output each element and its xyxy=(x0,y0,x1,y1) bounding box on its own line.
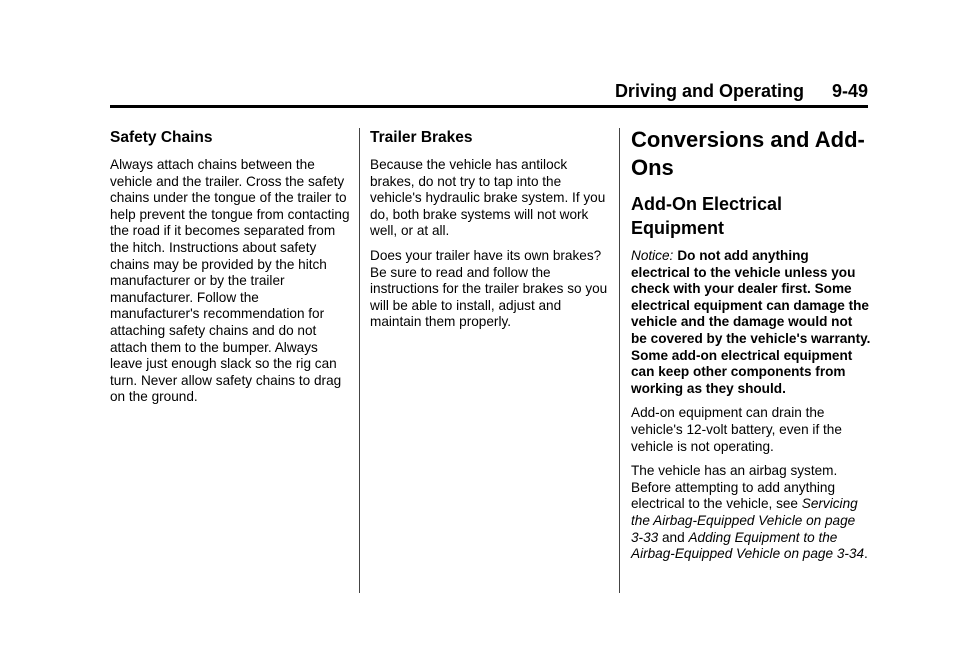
trailer-brakes-paragraph-1: Because the vehicle has antilock brakes, do not try to tap into the vehicle's hydraulic brake system. If you do, both brake systems will not work well, or at all. xyxy=(370,157,606,239)
column-divider xyxy=(619,128,620,593)
column-safety-chains xyxy=(110,128,350,414)
header-rule xyxy=(110,105,868,108)
notice-text: Do not add anything electrical to the vehicle unless you check with your dealer first. Some electrical equipment can damage the vehicle and the damage would not be covered by the vehicle's warranty. Some add-on electrical equipment can keep other components from working as they should. xyxy=(631,248,871,396)
electrical-paragraph-2 xyxy=(631,463,871,563)
column-trailer-brakes xyxy=(370,128,610,339)
notice-label: Notice: xyxy=(631,248,674,263)
section-heading-safety-chains: Safety Chains xyxy=(110,129,213,146)
cross-reference-link[interactable]: Servicing the Airbag-Equipped Vehicle on page 3-33 xyxy=(631,496,858,545)
page-header xyxy=(110,78,868,106)
electrical-paragraph-1: Add-on equipment can drain the vehicle's 12-volt battery, even if the vehicle is not operating. xyxy=(631,405,842,454)
header-text xyxy=(615,81,868,102)
major-heading-conversions: Conversions and Add-Ons xyxy=(631,127,865,180)
trailer-brakes-paragraph-2: Does your trailer have its own brakes? Be sure to read and follow the instructions for the trailer brakes so you will be able to install, adjust and maintain them properly. xyxy=(370,247,608,330)
safety-chains-paragraph: Always attach chains between the vehicle and the trailer. Cross the safety chains under the tongue of the trailer to help prevent the tongue from contacting the road if it becomes separated from the hitch. Instructions about safety chains may be provided by the hitch manufacturer or by the trailer manufacturer. Follow the manufacturer's recommendation for attaching safety chains and do not attach them to the bumper. Always leave just enough slack so the rig can turn. Never allow safety chains to drag on the ground. xyxy=(110,157,350,405)
period: . xyxy=(864,546,868,562)
notice-paragraph xyxy=(631,248,871,397)
cross-reference-link[interactable]: Adding Equipment to the Airbag-Equipped Vehicle on page 3-34 xyxy=(631,529,865,562)
sub-heading-electrical-equipment: Add-On Electrical Equipment xyxy=(631,194,783,238)
paragraph-intro: The vehicle has an airbag system. Before attempting to add anything electrical to the vehicle, see xyxy=(631,463,838,512)
page-number: 9-49 xyxy=(831,81,868,101)
connector-text: and xyxy=(662,529,685,545)
section-heading-trailer-brakes: Trailer Brakes xyxy=(370,129,473,146)
column-conversions xyxy=(631,128,871,571)
column-divider xyxy=(359,128,360,593)
chapter-title: Driving and Operating xyxy=(614,81,804,101)
